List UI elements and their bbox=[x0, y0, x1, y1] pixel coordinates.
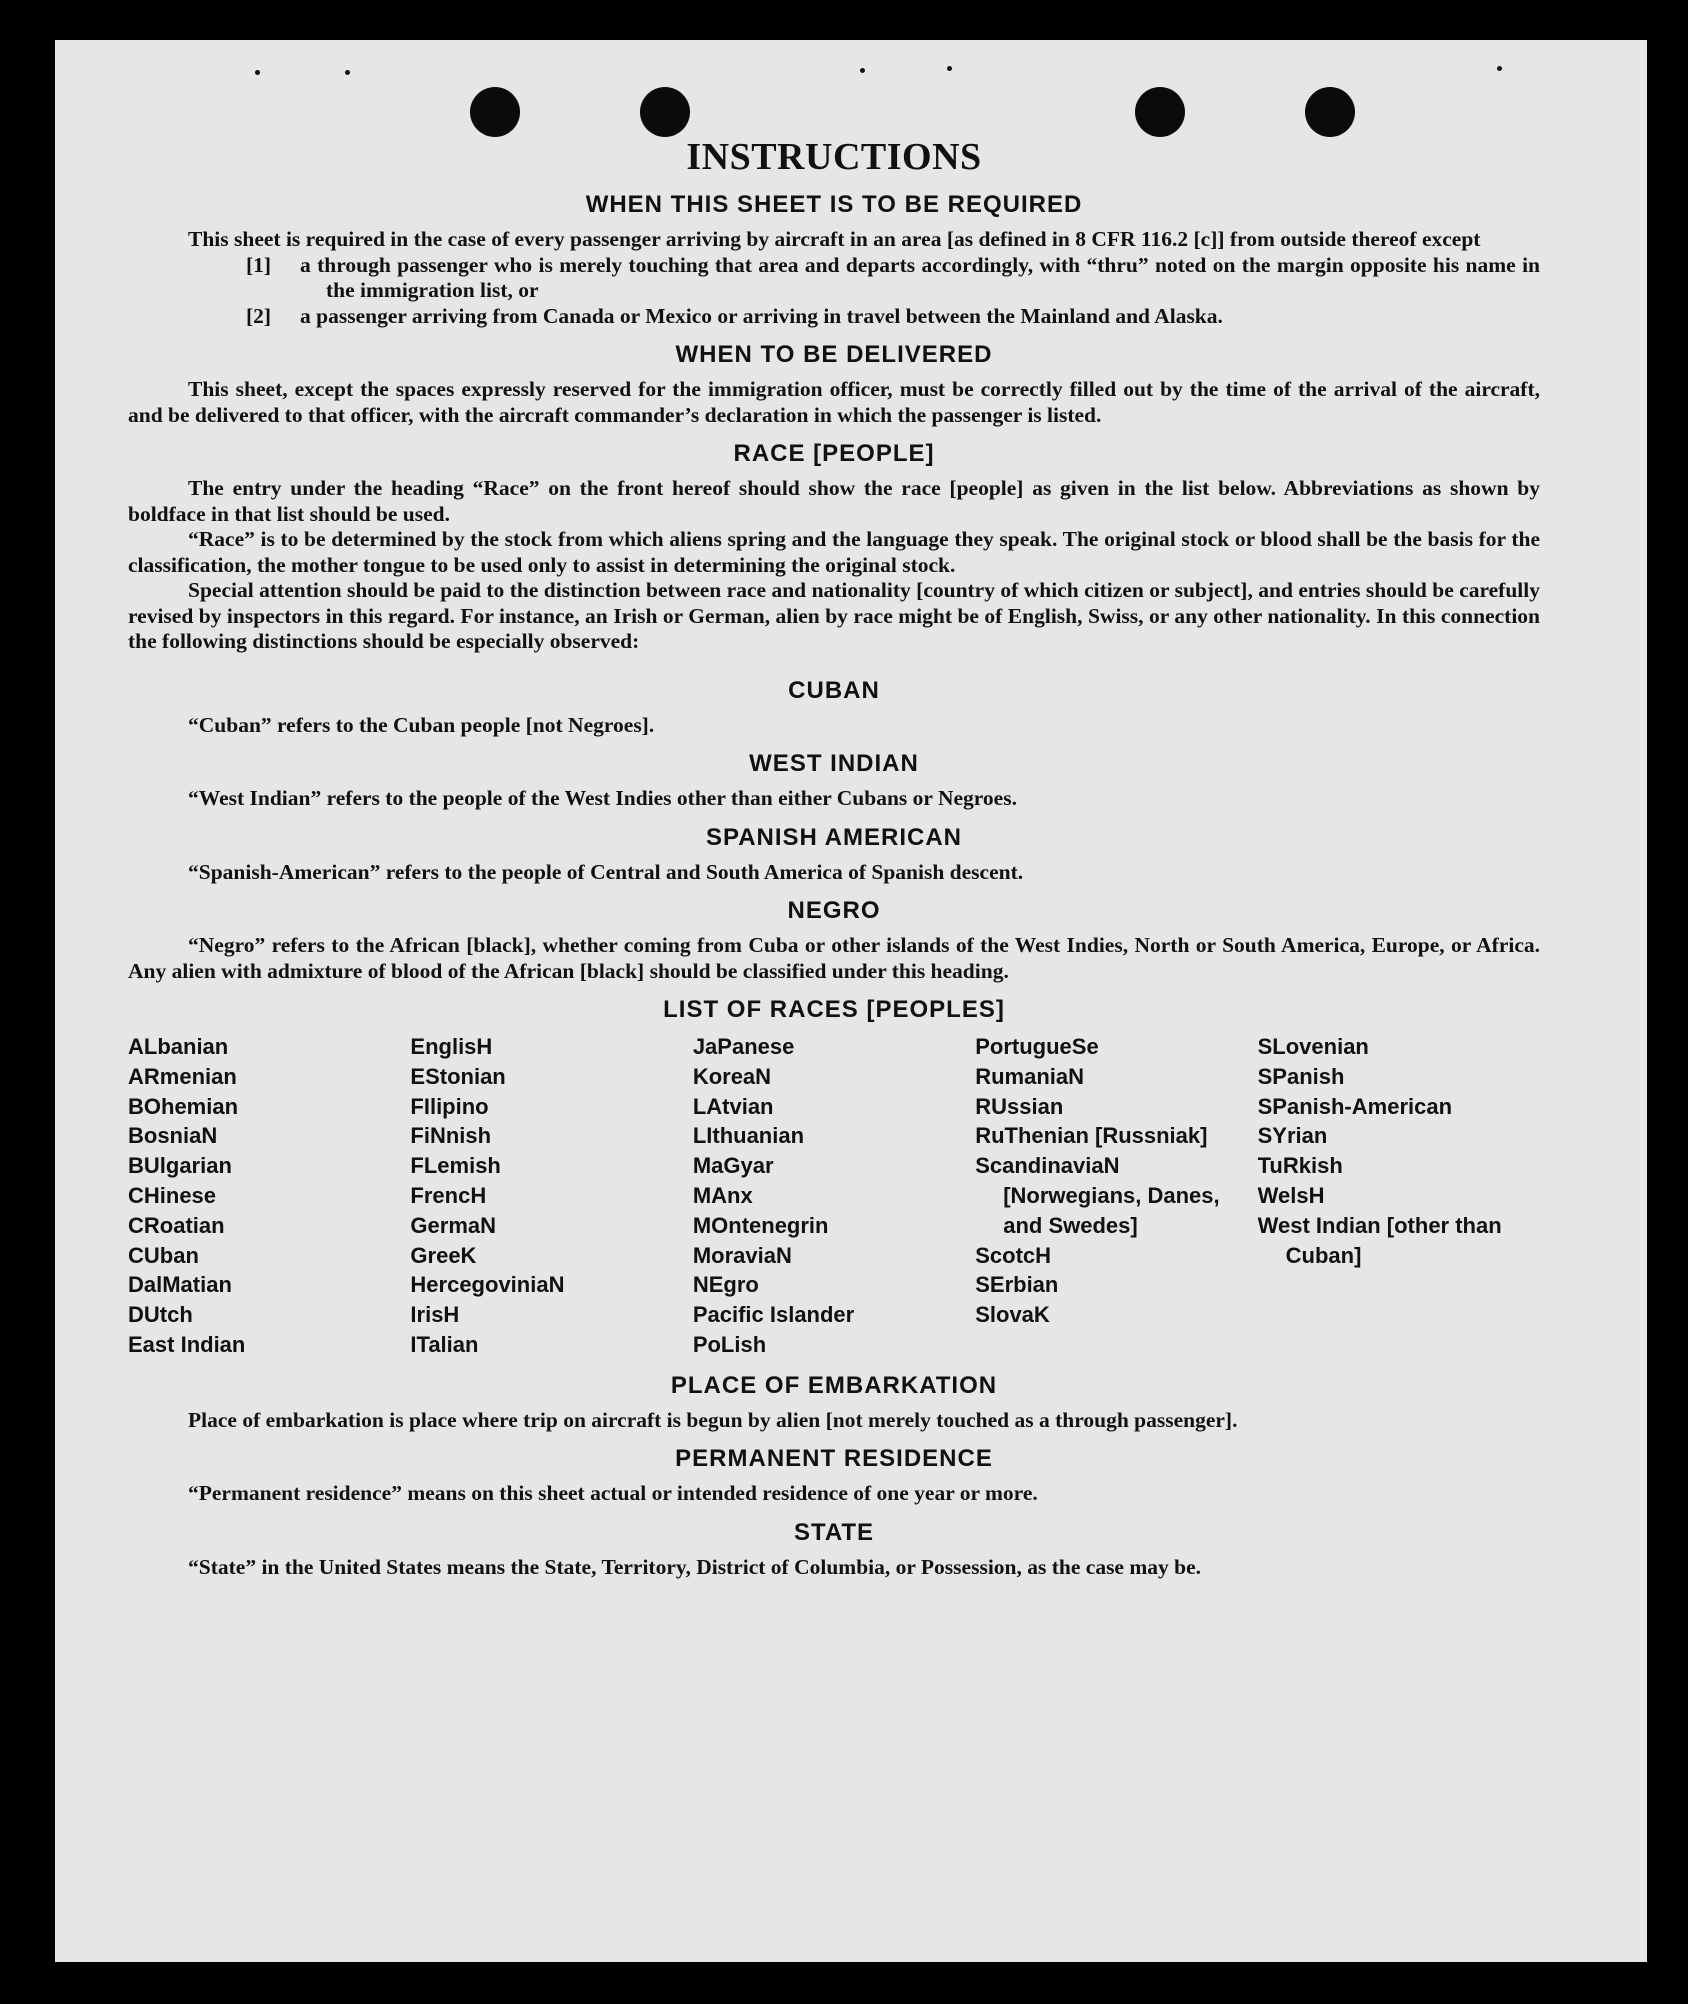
race-entry: RumaniaN bbox=[975, 1063, 1085, 1089]
section-paragraph: This sheet, except the spaces expressly reserved for the immigration officer, must be correctly filled out by the time of the arrival of the aircraft, and be delivered to that officer, with the aircraft commander’s declaration in which the passenger is listed. bbox=[128, 377, 1540, 427]
section-paragraph: “Permanent residence” means on this sheet actual or intended residence of one year or more. bbox=[188, 1481, 1038, 1506]
exception-list bbox=[246, 253, 1540, 330]
section-spanish-american bbox=[128, 824, 1540, 886]
section-paragraph: This sheet is required in the case of every passenger arriving by aircraft in an area [as defined in 8 CFR 116.2 [c]] from outside thereof except bbox=[188, 227, 1481, 251]
section-heading: PLACE OF EMBARKATION bbox=[670, 1371, 998, 1399]
race-entry: TuRkish bbox=[1257, 1153, 1343, 1179]
section-heading: LIST OF RACES [PEOPLES] bbox=[663, 996, 1005, 1023]
race-entry: GermaN bbox=[410, 1212, 496, 1238]
race-list bbox=[128, 1032, 1540, 1360]
document-sheet bbox=[55, 40, 1647, 1962]
section-residence bbox=[128, 1445, 1540, 1507]
section-delivered bbox=[128, 341, 1540, 428]
race-entry: ScandinaviaN [Norwegians, Danes, and Swedes] bbox=[975, 1153, 1220, 1238]
race-entry: SPanish bbox=[1257, 1063, 1345, 1089]
race-entry: HercegoviniaN bbox=[410, 1272, 565, 1298]
punch-hole bbox=[640, 87, 690, 137]
punch-hole bbox=[1135, 87, 1185, 137]
race-entry: MoraviaN bbox=[692, 1242, 792, 1268]
race-entry: BUlgarian bbox=[128, 1153, 232, 1179]
race-entry: NEgro bbox=[692, 1272, 759, 1298]
race-entry: IrisH bbox=[410, 1302, 460, 1328]
section-race bbox=[128, 440, 1540, 655]
race-entry: SPanish-American bbox=[1257, 1093, 1453, 1119]
speck bbox=[1497, 66, 1502, 71]
race-entry: PoLish bbox=[692, 1331, 767, 1357]
race-entry: WelsH bbox=[1257, 1182, 1325, 1208]
race-entry: CUban bbox=[128, 1242, 199, 1268]
race-entry: SlovaK bbox=[975, 1302, 1050, 1328]
section-heading: NEGRO bbox=[787, 897, 881, 924]
race-entry: LIthuanian bbox=[692, 1123, 805, 1149]
punch-hole bbox=[1305, 87, 1355, 137]
race-entry: BosniaN bbox=[128, 1123, 218, 1149]
page-title: INSTRUCTIONS bbox=[686, 136, 982, 178]
race-entry: GreeK bbox=[410, 1242, 477, 1268]
instructions-content bbox=[128, 135, 1540, 1580]
speck bbox=[345, 70, 350, 75]
section-negro bbox=[128, 897, 1540, 984]
race-entry: FrencH bbox=[410, 1182, 487, 1208]
exception-item: [1] a through passenger who is merely touching that area and departs accordingly, with “thru” noted on the margin opposite his name in the immigration list, or bbox=[246, 252, 1540, 302]
race-entry: Pacific Islander bbox=[692, 1302, 855, 1328]
section-paragraph: Special attention should be paid to the distinction between race and nationality [country of which citizen or subject], and entries should be carefully revised by inspectors in this regard. For instance, an Irish or German, alien by race might be of English, Swiss, or any other nationality. In this connection the following distinctions should be especially observed: bbox=[128, 578, 1540, 653]
section-heading: WHEN THIS SHEET IS TO BE REQUIRED bbox=[585, 191, 1083, 218]
race-entry: CRoatian bbox=[128, 1212, 225, 1238]
race-entry: ARmenian bbox=[128, 1063, 237, 1089]
race-entry: RUssian bbox=[975, 1093, 1064, 1119]
race-entry: ALbanian bbox=[128, 1034, 229, 1059]
race-entry: FLemish bbox=[410, 1153, 501, 1179]
race-entry: MaGyar bbox=[692, 1153, 774, 1179]
race-entry: CHinese bbox=[128, 1182, 217, 1208]
section-state bbox=[128, 1519, 1540, 1581]
section-paragraph: The entry under the heading “Race” on the front hereof should show the race [people] as given in the list below. Abbreviations as shown by boldface in that list should be used. bbox=[128, 476, 1540, 526]
race-entry: ITalian bbox=[410, 1331, 479, 1357]
race-entry: RuThenian [Russniak] bbox=[975, 1123, 1208, 1149]
speck bbox=[860, 68, 865, 73]
race-entry: JaPanese bbox=[692, 1034, 795, 1059]
race-entry: West Indian [other than Cuban] bbox=[1257, 1212, 1502, 1268]
race-entry: ScotcH bbox=[975, 1242, 1052, 1268]
race-entry: KoreaN bbox=[692, 1063, 772, 1089]
race-entry: PortugueSe bbox=[975, 1034, 1099, 1059]
race-column bbox=[975, 1032, 1257, 1360]
section-paragraph: “State” in the United States means the State, Territory, District of Columbia, or Possession, as the case may be. bbox=[188, 1554, 1202, 1579]
section-paragraph: Place of embarkation is place where trip on aircraft is begun by alien [not merely touched as a through passenger]. bbox=[188, 1407, 1238, 1432]
section-paragraph: “Negro” refers to the African [black], whether coming from Cuba or other islands of the West Indies, North or South America, Europe, or Africa. Any alien with admixture of blood of the African [black] should be classified under this heading. bbox=[128, 933, 1540, 983]
section-paragraph: “Race” is to be determined by the stock from which aliens spring and the language they speak. The original stock or blood shall be the basis for the classification, the mother tongue to be used only to assist in determining the original stock. bbox=[128, 527, 1540, 577]
section-heading: CUBAN bbox=[788, 676, 880, 704]
race-entry: FIlipino bbox=[410, 1093, 489, 1119]
punch-hole bbox=[470, 87, 520, 137]
race-entry: BOhemian bbox=[128, 1093, 239, 1119]
race-column bbox=[410, 1032, 692, 1360]
section-heading: PERMANENT RESIDENCE bbox=[675, 1445, 993, 1473]
section-cuban bbox=[128, 677, 1540, 739]
section-paragraph: “Cuban” refers to the Cuban people [not Negroes]. bbox=[188, 712, 655, 737]
section-heading: STATE bbox=[793, 1518, 875, 1546]
race-entry: SYrian bbox=[1257, 1123, 1328, 1149]
section-heading: RACE [PEOPLE] bbox=[733, 440, 935, 467]
section-embarkation bbox=[128, 1372, 1540, 1434]
race-column bbox=[693, 1032, 975, 1360]
section-list-of-races bbox=[128, 996, 1540, 1360]
section-heading: WEST INDIAN bbox=[749, 750, 919, 777]
race-entry: DalMatian bbox=[128, 1272, 232, 1298]
race-entry: DUtch bbox=[128, 1302, 193, 1328]
section-paragraph: “West Indian” refers to the people of the West Indies other than either Cubans or Negroes. bbox=[188, 786, 1017, 810]
speck bbox=[255, 70, 260, 75]
section-heading: WHEN TO BE DELIVERED bbox=[675, 341, 993, 368]
race-entry: EStonian bbox=[410, 1063, 506, 1089]
race-entry: FiNnish bbox=[410, 1123, 492, 1149]
section-west-indian bbox=[128, 750, 1540, 812]
section-paragraph: “Spanish-American” refers to the people of Central and South America of Spanish descent. bbox=[188, 859, 1024, 884]
race-entry: EnglisH bbox=[410, 1034, 493, 1059]
section-required bbox=[128, 191, 1540, 329]
section-heading: SPANISH AMERICAN bbox=[705, 823, 962, 851]
race-entry: SErbian bbox=[975, 1272, 1059, 1298]
race-column bbox=[128, 1032, 410, 1360]
race-entry: LAtvian bbox=[692, 1093, 774, 1119]
race-entry: SLovenian bbox=[1257, 1034, 1369, 1059]
speck bbox=[947, 66, 952, 71]
race-entry: East Indian bbox=[128, 1331, 246, 1357]
race-column bbox=[1258, 1032, 1540, 1360]
exception-item: [2] a passenger arriving from Canada or Mexico or arriving in travel between the Mainland and Alaska. bbox=[246, 303, 1223, 328]
race-entry: MOntenegrin bbox=[692, 1212, 829, 1238]
race-entry: MAnx bbox=[692, 1182, 753, 1208]
